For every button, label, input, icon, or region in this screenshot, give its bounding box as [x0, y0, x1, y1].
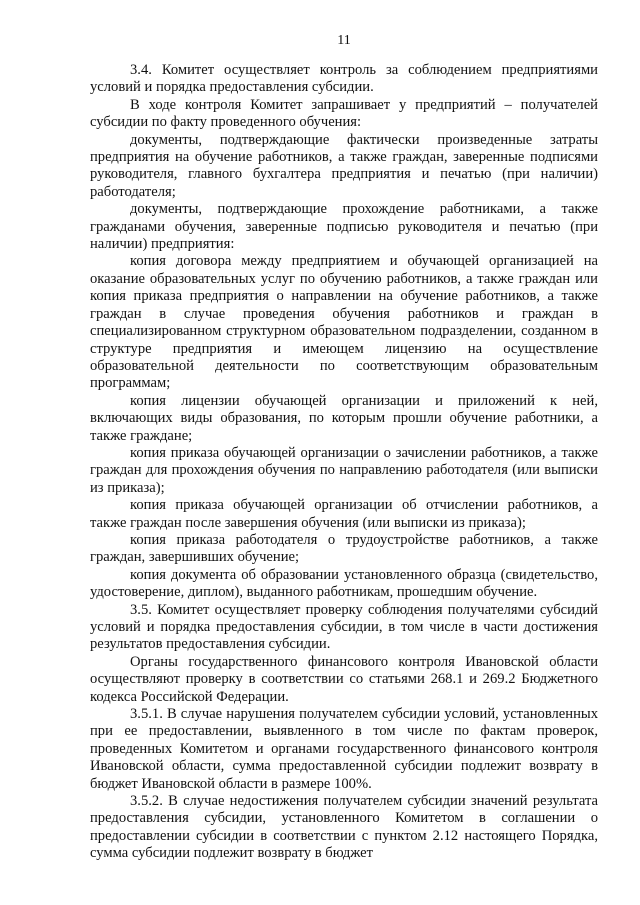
paragraph-3-4: 3.4. Комитет осуществляет контроль за соблюдением предприятиями условий и порядка предоставления субсидии. [90, 62, 598, 96]
list-item-employment-order: копия приказа работодателя о трудоустройстве работников, а также граждан, завершивших обучение; [90, 531, 598, 566]
paragraph-financial-control: Органы государственного финансового контроля Ивановской области осуществляют проверку в соответствии со статьями 268.1 и 269.2 Бюджетного кодекса Российской Федерации. [90, 653, 598, 705]
paragraph-cost-documents: документы, подтверждающие фактически произведенные затраты предприятия на обучение работников, а также граждан, заверенные подписями руководителя, главного бухгалтера предприятия и печатью (при наличии) работодателя; [90, 131, 598, 200]
list-item-expulsion-order: копия приказа обучающей организации об отчислении работников, а также граждан после завершения обучения (или выписки из приказа); [90, 497, 598, 531]
list-item-license-copy: копия лицензии обучающей организации и приложений к ней, включающих виды образования, по которым прошли обучение работники, а также граждане; [90, 392, 598, 444]
paragraph-training-documents: документы, подтверждающие прохождение работниками, а также гражданами обучения, заверенные подписью руководителя и печатью (при наличии) предприятия: [90, 201, 598, 253]
paragraph-3-5-2: 3.5.2. В случае недостижения получателем субсидии значений результата предоставления субсидии, установленного Комитетом в соглашении о предоставлении субсидии в соответствии с пунктом 2.12 настоящего Порядка, сумма субсидии подлежит возврату в бюджет [90, 793, 598, 862]
paragraph-3-5-1: 3.5.1. В случае нарушения получателем субсидии условий, установленных при ее предоставлении, выявленного в том числе по фактам проверок, проведенных Комитетом и органами государственного финансового контроля Ивановской области, сумма предоставленной субсидии подлежит возврату в бюджет Ивановской области в размере 100%. [90, 706, 598, 792]
list-item-enrollment-order: копия приказа обучающей организации о зачислении работников, а также граждан для прохождения обучения по направлению работодателя (или выписки из приказа); [90, 444, 598, 496]
document-body [90, 62, 598, 863]
paragraph-3-5: 3.5. Комитет осуществляет проверку соблюдения получателями субсидий условий и порядка предоставления субсидии, в том числе в части достижения результатов предоставления субсидии. [90, 601, 598, 653]
list-item-education-document: копия документа об образовании установленного образца (свидетельство, удостоверение, диплом), выданного работникам, прошедшим обучение. [90, 566, 598, 601]
paragraph-control-intro: В ходе контроля Комитет запрашивает у предприятий – получателей субсидии по факту проведенного обучения: [90, 96, 598, 131]
list-item-contract-copy: копия договора между предприятием и обучающей организацией на оказание образовательных услуг по обучению работников, а также граждан или копия приказа предприятия о направлении на обучение работников, а также граждан в случае проведения обучения работников и граждан в специализированном структурном образовательном подразделении, созданном в структуре предприятия и имеющем лицензию на осуществление образовательной деятельности по соответствующим образовательным программам; [90, 253, 598, 392]
page-number: 11 [337, 33, 351, 48]
